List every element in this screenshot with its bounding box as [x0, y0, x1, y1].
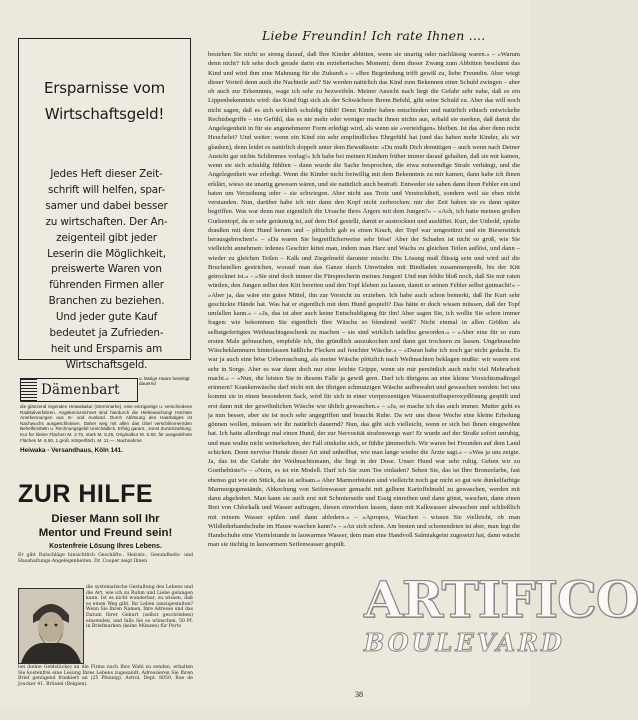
article-column — [208, 28, 520, 550]
article-heading: Liebe Freundin! Ich rate Ihnen .... — [262, 28, 486, 43]
mentor-ad-subtitle-2: Mentor und Freund sein! — [38, 527, 173, 539]
page-number: 38 — [355, 690, 363, 699]
watermark-logo — [364, 568, 638, 680]
mentor-ad-title: ZUR HILFE — [18, 480, 154, 508]
hair-removal-banner — [20, 378, 138, 402]
hair-removal-side-text: u. lästige Haare beseitigt dauernd — [139, 376, 190, 387]
mentor-ad-subtitle-1: Dieser Mann soll Ihr — [51, 513, 160, 525]
mentor-ad-body: die systematische Gestaltung des Lebens und die Art, wie ich zu Ruhm und Liebe gelangen kann. Ist es nicht wunderbar, zu wissen, daß es einen Weg gibt, Ihr Leben umzugestalten? Wenn Sie Ihren Namen, Ihre Adresse und das Datum Ihrer Geburt (selbst geschrieben) einsenden, und falls Sie es wünschen, 50 Pf. in Briefmarken (keine Münzen) für Porto — [86, 585, 193, 630]
savings-ad — [18, 38, 191, 371]
savings-ad-body: Jedes Heft dieser Zeit- schrift will helfen, spar- samer und dabei besser zu wirtschaften. Der An- zeigenteil gibt jeder Leserin die Möglichkeit, preiswerte Waren von führenden Firmen aller Branchen zu beziehen. Und jeder gute Kauf bedeutet ja Zufrieden- heit und Ersparnis am Wirtschaftsgeld. — [45, 168, 168, 371]
watermark-sub: BOULEVARD — [364, 628, 565, 657]
mentor-ad-tagline: Kostenfreie Lösung Ihres Lebens. — [49, 543, 162, 550]
mentor-portrait — [18, 588, 84, 664]
mentor-ad — [18, 480, 193, 720]
mentor-portrait-icon — [19, 589, 83, 663]
hair-removal-brand: Dämenbart — [41, 382, 120, 398]
mentor-ad-lead: Er gibt Ratschläge hinsichtlich Geschäfts-, Heirats-, Gesundheits- und Haushaltungs-Angelegenheiten. Dr. Cooper zeigt Ihnen — [18, 553, 193, 564]
hair-removal-text: die glänzend regenden Heiwakakur (Sternmarke), eine einzigartige u. verschiedene Radikalverfahren. Angekennzeichnet sind hierdurch die Hiebewachung! Höchste Anerkennungen aus In- und Ausland. Durch Ablösung des Haarbalges ist Nachwuchs ausgeschlossen. Daher weg mit allen das Übel verschlimmernden Behelfsmitteln u. Rechnungsgeld! Unschädlich, Erfolg garant., sonst Zurückzahlung. Kur für kleine Flächen M. 2.75, stark M. 5.25, Originalkur M. 5.50, für ausgedehnte Flächen M. 6.50, 1 groß. Körperfläch. M. 11.—. Nachnahme — [20, 404, 192, 443]
mentor-ad-bottom: bei (keine Geldstücke) an die Firma nach Ihre Wahl zu senden, erhalten Sie kostenfrei eine Lesung Ihres Lebens zugesandt. Adressieren Sie Ihren Brief genügend frankiert an (25 Pfennig). Astrol. Dept. 8050, Rue de Joucker 41, Brüssel (Belgien). — [18, 665, 193, 687]
article-body: bestehen Sie nicht so streng darauf, daß Ihre Kinder abbitten, wenn sie unartig oder nachlässig waren.« – »Warum denn nicht? Ich sehe doch gerade darin ein erzieherisches Moment; denn dieser Zwang zum Abbitten beschämt das Kind und wird ihm eine Mahnung für die Zukunft.« – »Ihre Begründung trifft gewiß zu, liebe Freundin. Aber wiegt dieser Vorteil denn auch die Nachteile auf? Sie werden natürlich das Kind zum Bekennen einer Schuld zwingen – aber ob auch zur Erkenntnis, wage ich sehr zu bezweifeln. Meiner Ansicht nach liegt die Gefahr sehr nahe, daß es ein Lippenbekenntnis wird: das Kind fügt sich als der Schwächere Ihrem Befehl, gibt seine Schuld zu. Aber das will noch nicht sagen, daß es sich wirklich schuldig fühlt! Denn Kinder haben entschieden und natürlich ethisch entwickelte Rechtsbegriffe – ein Gefühl, das es nie mehr oder weniger macht ihnen nichts aus, sobald sie merken, daß damit die Angelegenheit in für sie angenehmerer Form erledigt wird, als wenn sie »verteidigen« bleiben. Ist das aber denn nicht Heuchelei? Und weiter: wenn ein Kind ein sehr empfindliches Ehrgefühl hat (und das haben mehr Kinder, als wir glauben), denn leidet es natürlich doppelt unter dem Bewußtsein: »Du mußt Dich demütigen – auch wenn nach Deiner Ansicht gar nichts Schlimmes vorlag!« Ich habe bei meinen Kindern früher immer darauf gehalten, daß sie mir kamen, wenn sie sich schuldig fühlten – dann wurde die Sache besprochen, die etwa notwendige Strafe verhängt, und die Angelegenheit war erledigt. Wenn die Kinder nicht freiwillig mit dem Bekenntnis zu mir kamen, dann habe ich ihnen erklärt, wieso sie unartig gewesen wären, und sie natürlich auch bestraft. Entweder sie sahen dann ihren Fehler ein und baten um Verzeihung oder – sie schwiegen. Aber nicht aus Trotz und Verstocktheit, sondern weil sie eben nicht verstanden. Nun, darüber habe ich mir dann den Kopf nicht zerbrochen: mir der Zeit haben sie es dann später begriffen. Was war denn nun eigentlich die Ursache Ihres Ärgers mit dem Jungen?« – »Ach, ich hatte meinen großen Gurkentopf, da er sehr geräumig ist, auf dem Hof gestellt, damit er austrocknet und auslüftet. Kurt, der Unhold, spielte draußen mit dem Hund herum und – plötzlich gab es einen Krach, der Topf war umgestürzt und ein Riesenstück herausgebrochen!« – »Da waren Sie begreiflicherweise sehr böse! Aber der Schaden ist nicht so groß, wie Sie vielleicht annehmen: irdenes Geschirr kittet man, indem man Harz und Wachs zu gleichen Teilen auflöst, und dann – wieder zu gleichen Teilen – Kalk und Ziegelmehl darunter mischt. Die Lösung muß flüssig sein und wird auf die Bruchstellen gestrichen, worauf man das Ganze durch Umwinden mit Bindfaden zusammenpreßt, bis der Kitt getrocknet ist.« – »Sie sind doch immer die Fürsprecherin meines Jungen! Und nun fehlte bloß noch, daß Sie mir raten würden, den Jungen selbst den Kitt bereiten und den Topf kleben zu lassen, damit er seinen Fehler selbst gutmacht!« – »Aber ja, das wäre ein gutes Mittel, ihn zur Vorsicht zu erziehen. Ich habe auch schon bemerkt, daß Ihr Kurt sehr geschickte Hände hat. Was hat er eigentlich mit dem Hund gespielt? Das hätte er doch wissen müssen, daß der Topf umfallen kann.« – »Ja, das ist aber auch keine Entschuldigung für ihn! Aber sagen Sie, ich wollte Sie schon immer fragen: wie bekommen Sie eigentlich Ihre Wäsche so blendend weiß? Nicht einmal in allen Größen als selbstgefertigtes Weihnachtsgeschenk zu machen – sie sind wirklich tadellos geworden.« – »Aber eine für so zum ersten Male gebrauchen, empfehle ich, ihn gründlich auszukochen und dann gut trocknen zu lassen. Ungebrauchte Wäscheklammern hinterlassen häßliche Flecken auf feuchter Wäsche.« – »Daran habe ich noch gar nicht gedacht. Es war ja auch eine böse Ueberraschung, als meine Wäsche plötzlich nach Weihnachten beklagen mußte: wir waren erst sehr in Sorge. Aber es war dann doch nur eine leichte Grippe, wenn sie mir persönlich auch nicht viel Mehrarbeit macht.« – »Nun, die leisten Sie in diesem Falle ja gewiß gern. Darf ich übrigens an eine kleine Vorsichtsmaßregel erinnern? Krankenwäsche darf nicht mit der übrigen schmutzigen Wäsche aufbewahrt und gewaschen werden: bei uns kommt sie in einen besonderen Sack, wird für sich in einer vierprozentigen Wasserstoffsuperoxydlösung gespült und erst dann mit der gewöhnlichen Wäsche wie üblich gewaschen.« – »Ja, so mache ich das auch immer. Mutter geht es ja nun besser, aber sie ist noch sehr angegriffen und braucht Ruhe. Da wir uns diese Woche eine kleine Erholung gönnen wollen, müssen wir ihr natürlich dauernd? Nun, das gibt sich vielleicht, wenn er sich bei Ihnen eingewöhnt hat. Ich hatte allerdings mal einen Hund, der zur Nervosität strafenswegs war! Er wurde auf der Straße sofort unruhig, und man wußte nicht weiterkehren, der Fall stinkelte sich, er fühlte jämmerlich. Wir waren bei Freunden auf dem Land schicken. Denn nervöse Hunde dieser Art sind unheilbar, wie man lange wieder die Ärzte sagt.« – »Was ja uns zeigte. Ja, das ist die Gefahr der Weihnachtsmann, die liegt in der Dose. Unser Hund war sehr ruhig. Gehen wir zu Goethebüste?« – »Nein, es ist ein Modell. Darf ich Sie zum Tee einladen? Sehen Sie, das ist Ihre Bronzefarbe, fast ebenso gut wie ein Stück, das ist seltsam.« Aber Marmorbüsten sind vielleicht noch gar nicht so gut wie dunkelfarbige Marmorgegenstände, Abkochung von Seifenwasser gemacht mit gelbem Kartoffelmehl zu gewaschen, werden mit dann abgeledert. Man kann sie auch erst mit Schmierseife und Essig einreiben und dann gönst, waschen, dann einen Brei von Chlorkalk und Wasser auftragen, diesen einwirken lassen, dann mit Kalkwasser abwaschen und schließlich mit reinem Wasser spülen und dann abledern.« – »Apropos, Waschen – wissen Sie vielleicht, ob man Wildlederhandschuhe im Hause waschen kann?« – »An sich schon. Am besten und schonendsten ist aber, man legt die Handschuhe eine Viertelstunde in lauwarmes Wasser, dem man eine Handvoll Salmiakgeist zugesetzt hat, dann wäscht man sie tüchtig in lauwarmem Seifenwasser gespült. — [208, 51, 520, 549]
savings-ad-title: Ersparnisse vom Wirtschaftsgeld! — [43, 79, 166, 123]
hair-removal-ad — [18, 374, 193, 474]
stripes-decoration-icon — [21, 379, 37, 401]
watermark-main: ARTIFICO — [364, 570, 638, 629]
hair-removal-footer: Heiwaka - Versandhaus, Köln 141. — [20, 447, 124, 454]
